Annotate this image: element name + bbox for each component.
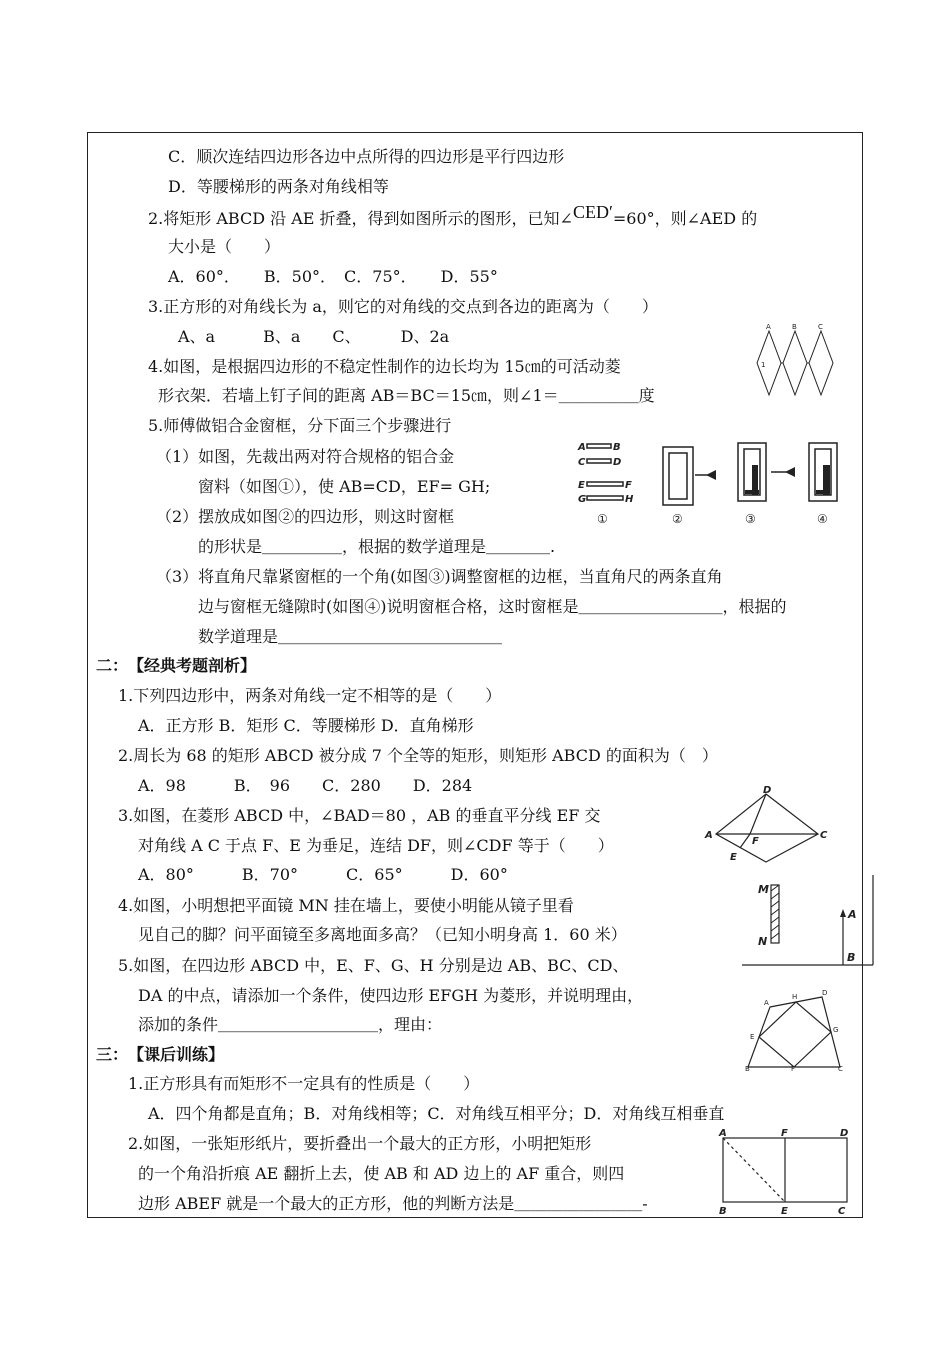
quad-label-c: C: [838, 1065, 843, 1072]
quad-label-a: A: [764, 999, 769, 1007]
rhombus-label-c: C: [820, 830, 828, 841]
quad-label-f: F: [791, 1065, 796, 1072]
mirror-label-n: N: [758, 935, 768, 948]
fold-label-c: C: [838, 1206, 846, 1217]
window-frame-figure: [575, 435, 850, 530]
option-c-line: C．顺次连结四边形各边中点所得的四边形是平行四边形: [168, 147, 565, 166]
rhombus-figure: [700, 784, 835, 869]
fold-label-b: B: [719, 1206, 727, 1217]
section-3-q1: 1.正方形具有而矩形不一定具有的性质是（ ）: [128, 1074, 480, 1093]
section-2-q4-line-2: 见自己的脚？问平面镜至多离地面多高？（已知小明身高 1．60 米）: [138, 925, 627, 944]
bar-label-h: H: [625, 494, 634, 505]
section-2-q5-line-2: DA 的中点，请添加一个条件，使四边形 EFGH 为菱形，并说明理由，: [138, 986, 644, 1005]
section-2-q5: 5.如图，在四边形 ABCD 中，E、F、G、H 分别是边 AB、BC、CD、: [118, 956, 629, 975]
step-label-4: ④: [817, 512, 828, 526]
step-label-2: ②: [672, 512, 683, 526]
question-4-line-2: 形衣架．若墙上钉子间的距离 AB＝BC＝15㎝，则∠1＝＿＿＿＿＿度: [158, 386, 655, 405]
question-2-line: [148, 202, 758, 229]
fold-figure: [715, 1125, 855, 1217]
section-2-q2: 2.周长为 68 的矩形 ABCD 被分成 7 个全等的矩形，则矩形 ABCD 的面积为（ ）: [118, 746, 718, 765]
mirror-label-b: B: [847, 951, 856, 964]
section-2-q4: 4.如图，小明想把平面镜 MN 挂在墙上，要使小明能从镜子里看: [118, 896, 574, 915]
quad-label-g: G: [833, 1026, 839, 1034]
hanger-label-c: C: [818, 323, 823, 331]
section-2-q2-options: A．98 B． 96 C．280 D．284: [138, 776, 473, 795]
quad-label-e: E: [750, 1033, 755, 1041]
section-3-q2-line-2: 的一个角沿折痕 AE 翻折上去，使 AB 和 AD 边上的 AF 重合，则四: [138, 1164, 625, 1183]
rhombus-label-f: F: [752, 836, 759, 847]
section-2-q3-options: A．80° B．70° C．65° D．60°: [138, 865, 508, 884]
section-2-heading: 二： 【经典考题剖析】: [96, 656, 257, 675]
option-d-line: D．等腰梯形的两条对角线相等: [168, 177, 389, 196]
quad-label-h: H: [792, 993, 798, 1001]
rhombus-label-d: D: [763, 785, 772, 796]
question-2-line-2: 大小是（ ）: [168, 237, 281, 256]
section-3-heading: 三： 【课后训练】: [96, 1045, 225, 1064]
rhombus-label-a: A: [705, 830, 713, 841]
angle-ced-label: CED′: [572, 202, 613, 222]
step-3-line-3: 数学道理是＿＿＿＿＿＿＿＿＿＿＿＿＿＿: [198, 627, 503, 646]
step-3-line: （3）将直角尺靠紧窗框的一个角(如图③)调整窗框的边框，当直角尺的两条直角: [156, 567, 723, 586]
hanger-label-a: A: [766, 323, 771, 331]
quadrilateral-figure: [740, 987, 850, 1072]
question-2-tail: =60°，则∠AED 的: [612, 209, 758, 228]
bar-label-c: C: [578, 457, 586, 468]
mirror-label-m: M: [758, 883, 769, 896]
section-2-q1-options: A．正方形 B．矩形 C．等腰梯形 D．直角梯形: [138, 716, 474, 735]
step-1-line: （1）如图，先裁出两对符合规格的铝合金: [156, 447, 455, 466]
fold-label-d: D: [840, 1128, 849, 1139]
section-2-q5-line-3: 添加的条件＿＿＿＿＿＿＿＿＿＿，理由：: [138, 1015, 443, 1034]
section-3-q1-options: A．四个角都是直角；B．对角线相等；C．对角线互相平分；D．对角线互相垂直: [148, 1104, 725, 1123]
step-2-line-2: 的形状是＿＿＿＿＿，根据的数学道理是＿＿＿＿.: [198, 537, 556, 556]
question-4-line: 4.如图，是根据四边形的不稳定性制作的边长均为 15㎝的可活动菱: [148, 357, 621, 376]
hanger-label-b: B: [792, 323, 797, 331]
section-2-q1: 1.下列四边形中，两条对角线一定不相等的是（ ）: [118, 686, 502, 705]
question-3-line: 3.正方形的对角线长为 a，则它的对角线的交点到各边的距离为（ ）: [148, 297, 658, 316]
step-label-1: ①: [597, 512, 608, 526]
bar-label-f: F: [625, 480, 632, 491]
fold-label-e: E: [781, 1206, 788, 1217]
bar-label-b: B: [613, 442, 621, 453]
quad-label-b: B: [745, 1065, 750, 1072]
section-3-q2: 2.如图，一张矩形纸片，要折叠出一个最大的正方形，小明把矩形: [128, 1134, 592, 1153]
step-3-line-2: 边与窗框无缝隙时(如图④)说明窗框合格，这时窗框是＿＿＿＿＿＿＿＿＿，根据的: [198, 597, 787, 616]
mirror-figure: [740, 873, 875, 973]
question-3-options: A、a B、a C、 D、2a: [178, 327, 450, 346]
fold-label-f: F: [781, 1128, 788, 1139]
hanger-figure: [755, 323, 845, 403]
question-2-text: 2.将矩形 ABCD 沿 AE 折叠，得到如图所示的图形，已知∠: [148, 209, 573, 228]
step-label-3: ③: [745, 512, 756, 526]
bar-label-d: D: [613, 457, 622, 468]
quad-label-d: D: [822, 989, 828, 997]
bar-label-e: E: [578, 480, 585, 491]
fold-label-a: A: [719, 1128, 727, 1139]
rhombus-label-e: E: [730, 852, 737, 863]
step-1-line-2: 窗料（如图①），使 AB=CD，EF= GH;: [198, 477, 491, 496]
step-2-line: （2）摆放成如图②的四边形，则这时窗框: [156, 507, 455, 526]
section-2-q3-line-2: 对角线 A C 于点 F、E 为垂足，连结 DF，则∠CDF 等于（ ）: [138, 836, 614, 855]
hanger-label-1: 1: [761, 361, 766, 369]
question-5-line: 5.师傅做铝合金窗框，分下面三个步骤进行: [148, 416, 452, 435]
question-2-options: A．60°． B．50°． C．75°． D．55°: [168, 267, 498, 286]
section-3-q2-line-3: 边形 ABEF 就是一个最大的正方形，他的判断方法是＿＿＿＿＿＿＿＿-: [138, 1194, 648, 1213]
section-2-q3: 3.如图，在菱形 ABCD 中，∠BAD＝80 ，AB 的垂直平分线 EF 交: [118, 806, 601, 825]
bar-label-a: A: [578, 442, 586, 453]
bar-label-g: G: [578, 494, 587, 505]
mirror-label-a: A: [848, 908, 857, 921]
